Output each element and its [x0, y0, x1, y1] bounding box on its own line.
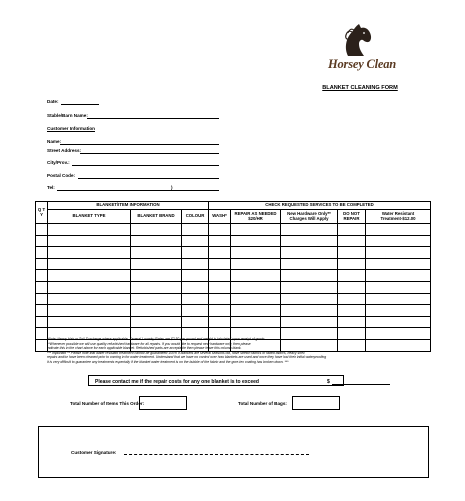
blanket-brand-header: BLANKET BRAND: [131, 210, 182, 224]
table-cell[interactable]: [48, 247, 131, 259]
table-cell[interactable]: [366, 258, 431, 270]
city-line[interactable]: [72, 165, 219, 166]
table-cell[interactable]: [366, 281, 431, 293]
street-label: Street Address:: [47, 148, 82, 153]
table-cell[interactable]: [231, 270, 281, 282]
table-cell[interactable]: [281, 293, 338, 305]
total-items-box[interactable]: [139, 396, 187, 410]
colour-header: COLOUR: [182, 210, 209, 224]
table-cell[interactable]: [131, 270, 182, 282]
table-cell[interactable]: [48, 281, 131, 293]
table-row: [36, 235, 431, 247]
table-cell[interactable]: [338, 247, 366, 259]
table-cell[interactable]: [209, 305, 231, 317]
table-cell[interactable]: [182, 293, 209, 305]
table-row: [36, 247, 431, 259]
table-cell[interactable]: [231, 258, 281, 270]
table-cell[interactable]: [131, 258, 182, 270]
table-cell[interactable]: [281, 316, 338, 328]
table-cell[interactable]: [231, 224, 281, 236]
tel-label: Tel:: [47, 185, 55, 190]
table-cell[interactable]: [231, 316, 281, 328]
table-cell[interactable]: [48, 316, 131, 328]
repair-header: REPAIR AS NEEDED $20/HR: [231, 210, 281, 224]
note-line: *Note: Heavy Hair or Soil Surcharge where applicable. Several Laundry Rates are $2.50 per pound and weight is tabulated upon receipt of goods.: [47, 337, 266, 341]
table-cell[interactable]: [338, 224, 366, 236]
qty-header: Q T Y: [36, 202, 48, 224]
city-label: City/Prov.:: [47, 160, 70, 165]
tel-bracket: ): [171, 185, 173, 190]
note-line: **Whenever possible we will use quality refurbished hardware for all repairs. If you would like to request new hardware only, then please: [47, 341, 251, 346]
table-cell[interactable]: [366, 224, 431, 236]
table-cell[interactable]: [182, 247, 209, 259]
postal-label: Postal Code:: [47, 173, 76, 178]
table-cell[interactable]: [338, 281, 366, 293]
table-cell[interactable]: [131, 235, 182, 247]
repair-limit-box: [88, 375, 344, 386]
table-cell[interactable]: [366, 235, 431, 247]
table-cell[interactable]: [231, 247, 281, 259]
table-cell[interactable]: [36, 224, 48, 236]
logo-text: Horsey Clean: [327, 57, 397, 71]
table-cell[interactable]: [36, 305, 48, 317]
stable-label: Stable/Barn Name:: [47, 113, 88, 118]
blanket-services-table: [35, 201, 431, 352]
table-cell[interactable]: [36, 247, 48, 259]
wash-header: WASH*: [209, 210, 231, 224]
table-cell[interactable]: [131, 305, 182, 317]
table-cell[interactable]: [131, 316, 182, 328]
table-cell[interactable]: [231, 281, 281, 293]
table-cell[interactable]: [366, 247, 431, 259]
table-cell[interactable]: [131, 247, 182, 259]
table-cell[interactable]: [36, 258, 48, 270]
total-bags-label: Total Number of Bags:: [238, 401, 287, 406]
table-cell[interactable]: [182, 316, 209, 328]
table-cell[interactable]: [182, 270, 209, 282]
notes: [47, 337, 427, 365]
form-title: BLANKET CLEANING FORM: [322, 85, 398, 91]
postal-line[interactable]: [78, 178, 219, 179]
table-row: [36, 316, 431, 328]
table-cell[interactable]: [36, 235, 48, 247]
repair-limit-text: Please contact me if the repair costs for any one blanket is to exceed: [95, 378, 259, 385]
table-cell[interactable]: [48, 235, 131, 247]
table-cell[interactable]: [131, 281, 182, 293]
signature-label: Customer Signature:: [71, 450, 117, 455]
blanket-info-header: BLANKET/ITEM INFORMATION: [48, 202, 209, 210]
note-line: indicate this in the chart above for each applicable blanket. Refurbished parts are acceptable then please leave this column blank.: [47, 346, 242, 351]
logo: [312, 22, 412, 77]
table-row: [36, 305, 431, 317]
table-cell[interactable]: [131, 224, 182, 236]
table-cell[interactable]: [36, 293, 48, 305]
amount-prefix: $: [327, 378, 330, 385]
services-header: CHECK REQUESTED SERVICES TO BE COMPLETED: [209, 202, 431, 210]
table-cell[interactable]: [209, 247, 231, 259]
table-cell[interactable]: [36, 339, 48, 351]
note-line: it is very difficult to guarantee any treatments especially if the blanket water treatment is on the bubble of the fabric and the gore-tex coating has broken down. ***: [47, 359, 289, 364]
tel-line[interactable]: [57, 190, 219, 191]
table-cell[interactable]: [281, 281, 338, 293]
table-cell[interactable]: [36, 281, 48, 293]
table-cell[interactable]: [182, 305, 209, 317]
table-cell[interactable]: [281, 224, 338, 236]
table-cell[interactable]: [366, 293, 431, 305]
table-cell[interactable]: [231, 293, 281, 305]
do-not-repair-header: DO NOT REPAIR: [338, 210, 366, 224]
signature-line[interactable]: [124, 454, 309, 455]
table-cell[interactable]: [209, 270, 231, 282]
table-cell[interactable]: [131, 293, 182, 305]
street-line[interactable]: [80, 153, 219, 154]
table-cell[interactable]: [231, 235, 281, 247]
name-line[interactable]: [60, 144, 219, 145]
table-cell[interactable]: [366, 305, 431, 317]
table-cell[interactable]: [182, 235, 209, 247]
table-cell[interactable]: [209, 293, 231, 305]
table-cell[interactable]: [48, 258, 131, 270]
table-cell[interactable]: [36, 328, 48, 340]
table-row: [36, 270, 431, 282]
table-cell[interactable]: [281, 258, 338, 270]
table-cell[interactable]: [36, 270, 48, 282]
table-cell[interactable]: [48, 293, 131, 305]
signature-box: [38, 426, 429, 478]
table-cell[interactable]: [231, 305, 281, 317]
table-cell[interactable]: [281, 270, 338, 282]
horse-head-icon: [334, 22, 380, 58]
date-label: Date:: [47, 99, 59, 104]
table-cell[interactable]: [338, 235, 366, 247]
table-row: [36, 281, 431, 293]
blanket-type-header: BLANKET TYPE: [48, 210, 131, 224]
water-resistant-header: Water Resistant Treatment-$12.00: [366, 210, 431, 224]
table-cell[interactable]: [48, 305, 131, 317]
total-items-label: Total Number of Items This Order:: [70, 401, 145, 406]
table-cell[interactable]: [182, 258, 209, 270]
repair-limit-amount-line[interactable]: [332, 384, 390, 385]
table-cell[interactable]: [338, 316, 366, 328]
table-cell[interactable]: [48, 224, 131, 236]
table-cell[interactable]: [182, 281, 209, 293]
table-cell[interactable]: [366, 316, 431, 328]
table-cell[interactable]: [281, 305, 338, 317]
table-cell[interactable]: [281, 235, 338, 247]
table-cell[interactable]: [338, 258, 366, 270]
table-row: [36, 224, 431, 236]
stable-line[interactable]: [87, 118, 219, 119]
table-cell[interactable]: [366, 270, 431, 282]
table-cell[interactable]: [209, 235, 231, 247]
table-cell[interactable]: [182, 224, 209, 236]
table-cell[interactable]: [209, 281, 231, 293]
date-line[interactable]: [61, 104, 99, 105]
table-cell[interactable]: [338, 293, 366, 305]
table-cell[interactable]: [281, 247, 338, 259]
customer-info-heading: Customer Information: [47, 126, 95, 131]
table-cell[interactable]: [209, 258, 231, 270]
table-cell[interactable]: [338, 270, 366, 282]
table-cell[interactable]: [338, 305, 366, 317]
table-cell[interactable]: [209, 224, 231, 236]
hardware-header: New Hardware Only** Charges Will Apply: [281, 210, 338, 224]
table-cell[interactable]: [48, 270, 131, 282]
name-label: Name:: [47, 139, 62, 144]
table-row: [36, 258, 431, 270]
table-cell[interactable]: [209, 316, 231, 328]
note-line: repairs and/or have been cleaned prior to coming in for water treatment. Understand that we have no control over how blankets are used and once they have lost their initial waterproofing: [47, 355, 327, 360]
table-row: [36, 293, 431, 305]
table-cell[interactable]: [36, 316, 48, 328]
note-line: *** Important ** Please note that water resistant treatment cannot be guaranteed 100% if blankets are several seasons old, have stretch fabrics or faded fabrics, heavy shell: [47, 350, 305, 355]
total-bags-box[interactable]: [292, 396, 340, 410]
